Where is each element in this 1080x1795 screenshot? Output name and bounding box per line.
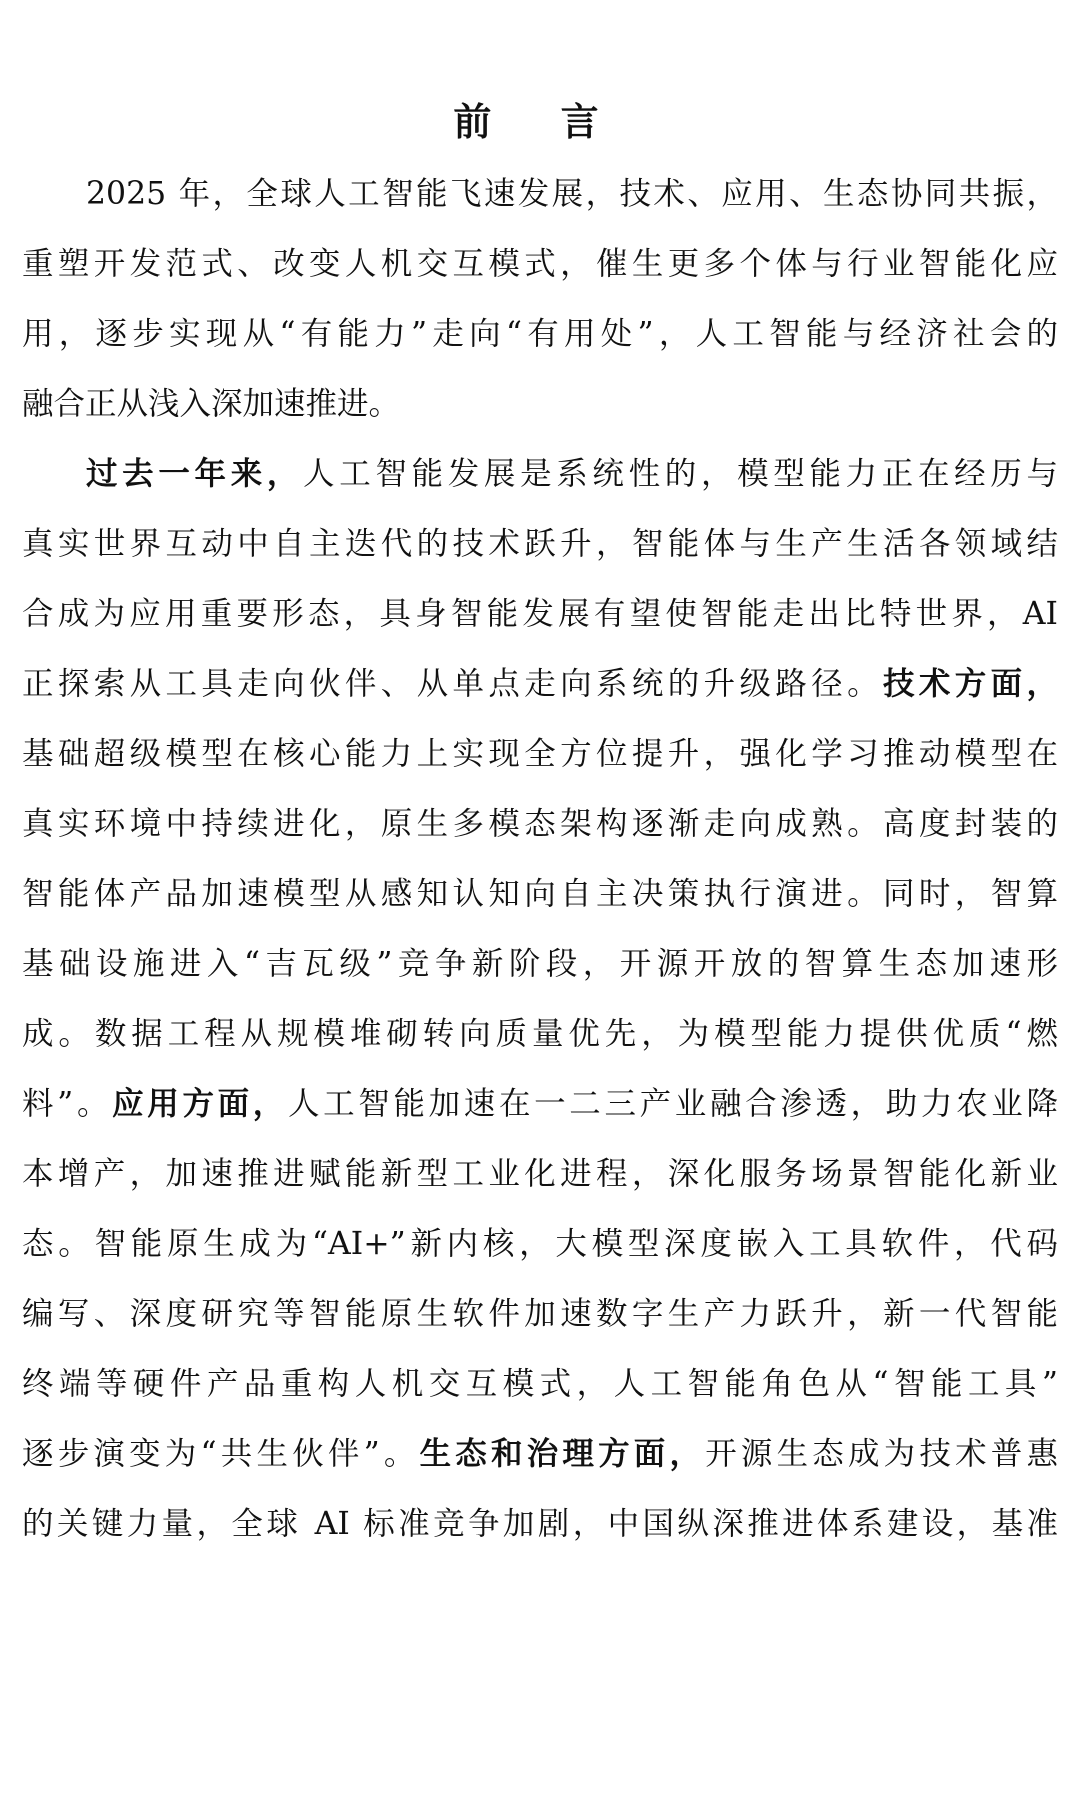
paragraph-2-line-9 (22, 1004, 1058, 1064)
bold-lead-in: 过去一年来， (86, 456, 304, 492)
text-span: 基础超级模型在核心能力上实现全方位提升，强化学习推动模型在 (22, 736, 1058, 772)
text-span: 料”。 (22, 1086, 113, 1122)
text-span: 合成为应用重要形态，具身智能发展有望使智能走出比特世界，AI (22, 596, 1058, 632)
text-span: 用，逐步实现从“有能力”走向“有用处”，人工智能与经济社会的 (22, 316, 1058, 352)
text-span: 态。智能原生成为“AI+”新内核，大模型深度嵌入工具软件，代码 (22, 1226, 1058, 1262)
paragraph-1-line-1 (22, 164, 1058, 224)
text-span: 重塑开发范式、改变人机交互模式，催生更多个体与行业智能化应 (22, 246, 1058, 282)
text-span: 逐步演变为“共生伙伴”。 (22, 1436, 420, 1472)
paragraph-2-line-4 (22, 654, 1058, 714)
text-span: 人工智能加速在一二三产业融合渗透，助力农业降 (287, 1086, 1058, 1122)
paragraph-2-line-14 (22, 1354, 1058, 1414)
text-span: 基础设施进入“吉瓦级”竞争新阶段，开源开放的智算生态加速形 (22, 946, 1058, 982)
paragraph-1-line-4 (22, 374, 1058, 434)
text-span: 人工智能发展是系统性的，模型能力正在经历与 (303, 456, 1058, 492)
bold-heading-application: 应用方面， (112, 1086, 288, 1122)
paragraph-2-line-10 (22, 1074, 1058, 1134)
paragraph-2-line-6 (22, 794, 1058, 854)
text-span: 的关键力量，全球 AI 标准竞争加剧，中国纵深推进体系建设，基准 (22, 1506, 1058, 1542)
paragraph-2-line-11 (22, 1144, 1058, 1204)
text-span: 智能体产品加速模型从感知认知向自主决策执行演进。同时，智算 (22, 876, 1058, 912)
paragraph-2-line-8 (22, 934, 1058, 994)
text-span: 成。数据工程从规模堆砌转向质量优先，为模型能力提供优质“燃 (22, 1016, 1058, 1052)
paragraph-2-line-7 (22, 864, 1058, 924)
paragraph-2-line-1 (22, 444, 1058, 504)
text-span: 终端等硬件产品重构人机交互模式，人工智能角色从“智能工具” (22, 1366, 1058, 1402)
text-span: 2025 年，全球人工智能飞速发展，技术、应用、生态协同共振， (86, 176, 1058, 212)
paragraph-2-line-12 (22, 1214, 1058, 1274)
paragraph-1-line-3 (22, 304, 1058, 364)
paragraph-2-line-15 (22, 1424, 1058, 1484)
text-span: 真实环境中持续进化，原生多模态架构逐渐走向成熟。高度封装的 (22, 806, 1058, 842)
paragraph-2-line-3 (22, 584, 1058, 644)
bold-heading-ecosystem: 生态和治理方面， (419, 1436, 706, 1472)
text-span: 本增产，加速推进赋能新型工业化进程，深化服务场景智能化新业 (22, 1156, 1058, 1192)
text-span: 真实世界互动中自主迭代的技术跃升，智能体与生产生活各领域结 (22, 526, 1058, 562)
page-title: 前 言 (453, 99, 627, 144)
paragraph-2-line-2 (22, 514, 1058, 574)
paragraph-2-line-13 (22, 1284, 1058, 1344)
text-span: 正探索从工具走向伙伴、从单点走向系统的升级路径。 (22, 666, 883, 702)
text-span: 编写、深度研究等智能原生软件加速数字生产力跃升，新一代智能 (22, 1296, 1058, 1332)
paragraph-1-line-2 (22, 234, 1058, 294)
bold-heading-technology: 技术方面， (882, 666, 1058, 702)
text-span: 开源生态成为技术普惠 (705, 1436, 1058, 1472)
paragraph-2-line-16 (22, 1494, 1058, 1554)
text-span: 融合正从浅入深加速推进。 (22, 386, 401, 422)
paragraph-2-line-5 (22, 724, 1058, 784)
